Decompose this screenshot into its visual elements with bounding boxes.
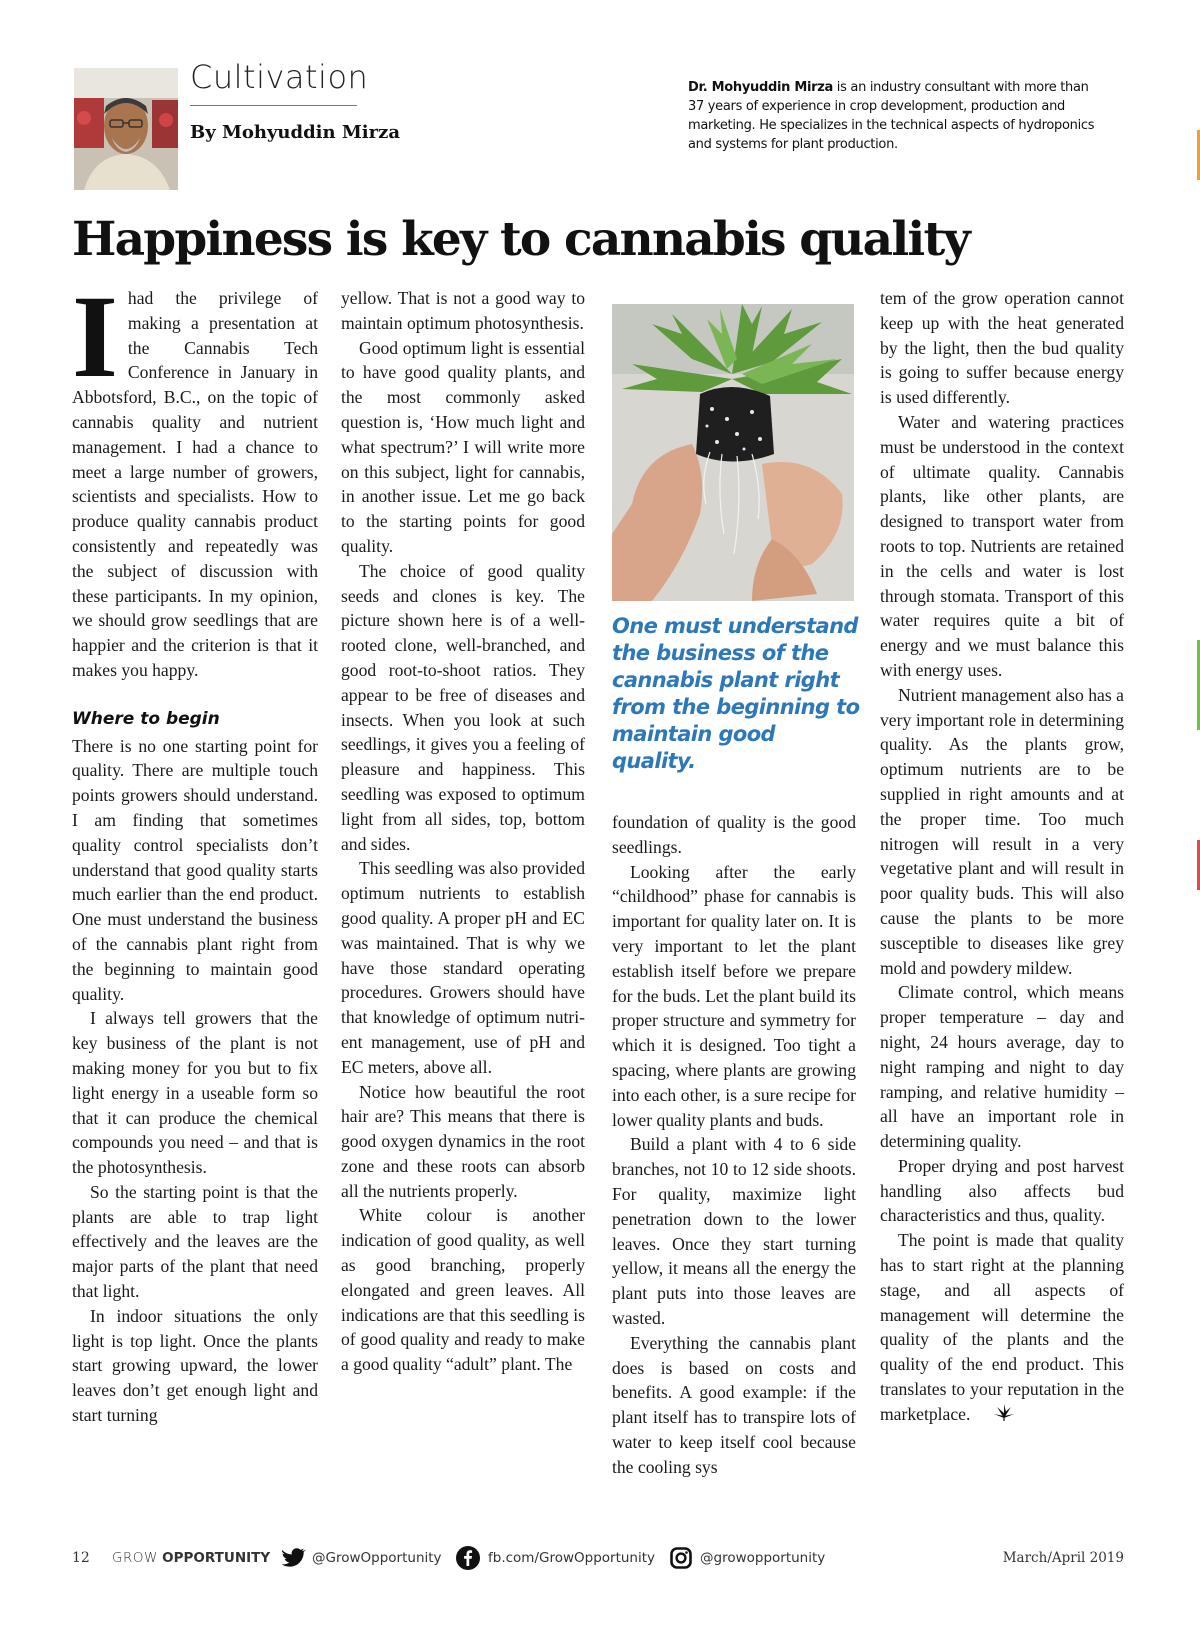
article-column-3 [612, 810, 856, 1480]
instagram-icon [670, 1547, 692, 1569]
brand-logo [112, 1545, 270, 1571]
paragraph [880, 1228, 1124, 1428]
paragraph: Notice how beautiful the root hair are? This means that there is good oxygen dynamics in the root zone and these roots can absorb all the nutrients properly. [341, 1081, 585, 1201]
paragraph: Build a plant with 4 to 6 side branches, not 10 to 12 side shoots. For quality, maximize light penetration down to the lower leaves. Once they start turning yellow, it means all the energy the plant puts into those leaves are wasted. [612, 1134, 856, 1328]
paragraph: Climate control, which means proper temperature – day and night, 24 hours average, day to night ramping and night to day ramping, and relative humidity – all have an important role in determining quality. [880, 982, 1124, 1152]
subhead-where-to-begin: Where to begin [72, 708, 220, 729]
seedling-photo [612, 304, 854, 601]
closing-paragraph-text: The point is made that quality has to start right at the planning stage, and all aspects of management will determine the quality of the plants and the quality of the end product. This translates to your reputation in the marketplace. [880, 1230, 1124, 1424]
pull-quote: One must understand the business of the cannabis plant right from the beginning to maintain good quality. [612, 614, 860, 773]
page-footer [72, 1545, 1124, 1571]
paragraph: In indoor situations the only light is top light. Once the plants start growing upward, the lower leaves don’t get enough light and start turning [72, 1305, 318, 1426]
issue-date: March/April 2019 [1002, 1550, 1124, 1566]
paragraph: Everything the cannabis plant does is based on costs and benefits. A good example: if the plant itself has to transpire lots of water to keep itself cool because the cooling sys [612, 1332, 856, 1477]
brand-opportunity: OPPORTUNITY [162, 1550, 271, 1566]
facebook-icon [456, 1546, 480, 1570]
paragraph: Good optimum light is essential to have good quality plants, and the most commonly asked question is, ‘How much light and what spectrum?’ I will write more on this subject, light for cannabis, in another issue. Let me go back to the starting points for good quality. [341, 337, 585, 556]
brand-grow: GROW [112, 1550, 158, 1566]
section-rule [190, 105, 357, 106]
paragraph: White colour is another indication of good quality, as well as good branching, properly elongated and green leaves. All indications are that this seedling is of good quality and ready to make a good quality “adult” plant. The [341, 1205, 585, 1375]
article-column-1 [72, 271, 318, 1428]
paragraph: Nutrient management also has a very important role in determining quality. As the plants grow, optimum nutrients are to be supplied in right amounts and at the proper time. Too much nitrogen will result in a very vegetative plant and will result in poor quality buds. This will also cause the plants to be more susceptible to diseases like grey mold and powdery mildew. [880, 684, 1124, 978]
paragraph: tem of the grow operation cannot keep up with the heat generated by the light, then the bud quality is going to suffer because energy is used differently. [880, 288, 1124, 408]
facebook-link[interactable] [456, 1545, 655, 1571]
facebook-url: fb.com/GrowOpportunity [488, 1550, 656, 1566]
paragraph: So the starting point is that the plants are able to trap light effectively and the leaves are the major parts of the plant that need that light. [72, 1181, 318, 1302]
author-bio-text: is an industry consultant with more than 37 years of experience in crop development, production and marketing. He specializes in the technical aspects of hydroponics and systems for plant production. [688, 80, 1095, 152]
page-number: 12 [72, 1550, 90, 1566]
article-column-2 [341, 286, 585, 1377]
paragraph: The choice of good quality seeds and clones is key. The picture shown here is of a well-rooted clone, well-branched, and good root-to-shoot ratios. They appear to be free of diseases and insects. When you look at such seedlings, it gives you a feeling of pleasure and happiness. This seedling was exposed to optimum light from all sides, top, bottom and sides. [341, 560, 585, 854]
paragraph: This seedling was also provided optimum nutrients to establish good quality. A proper pH and EC was maintained. That is why we have those standard operating procedures. Growers should have that knowledge of optimum nutrient management, use of pH and EC meters, above all. [341, 858, 585, 1077]
author-bio [688, 78, 1108, 154]
paragraph: I always tell growers that the key business of the plant is not making money for you but to fix light energy in a useable form so that it can produce the chemical compounds you need – and that is the photosynthesis. [72, 1008, 318, 1178]
paragraph: Water and watering practices must be understood in the context of ultimate quality. Cannabis plants, like other plants, are designed to transport water from roots to top. Nutrients are retained in the cells and water is lost through stomata. Transport of this water requires quite a bit of energy and we must balance this with energy uses. [880, 411, 1124, 680]
twitter-link[interactable] [282, 1545, 442, 1571]
article-column-4 [880, 286, 1124, 1428]
paragraph: Looking after the early “childhood” phase for cannabis is important for quality later on. It is very important to let the plant establish itself before we prepare for the buds. Let the plant build its proper structure and symmetry for which it is designed. Too tight a spacing, where plants are growing into each other, is a sure recipe for lower quality plants and buds. [612, 861, 856, 1130]
paragraph: Proper drying and post harvest handling also affects bud characteristics and thus, quality. [880, 1155, 1124, 1226]
instagram-link[interactable] [670, 1545, 825, 1571]
twitter-icon [282, 1548, 306, 1568]
author-photo [74, 68, 178, 190]
twitter-handle: @GrowOpportunity [312, 1550, 442, 1566]
drop-cap: I [72, 271, 118, 402]
section-label: Cultivation [190, 58, 369, 96]
paragraph: There is no one starting point for quality. There are multiple touch points growers should understand. I am finding that sometimes quality control specialists don’t understand that good quality starts much earlier than the end product. One must understand the business of the cannabis plant right from the beginning to maintain good quality. [72, 735, 318, 1004]
byline: By Mohyuddin Mirza [190, 122, 400, 143]
author-bio-name: Dr. Mohyuddin Mirza [688, 80, 833, 95]
cannabis-leaf-icon [976, 1403, 1014, 1428]
headline: Happiness is key to cannabis quality [72, 212, 969, 267]
paragraph: had the privilege of making a presentation at the Cannabis Tech Conference in January in Abbotsford, B.C., on the topic of cannabis quality and nutrient management. I had a chance to meet a large number of growers, scientists and specialists. How to produce quality cannabis product consistently and repeatedly was the subject of discussion with these participants. In my opinion, we should grow seedlings that are happier and the criterion is that it makes you happy. [72, 288, 318, 680]
paragraph: yellow. That is not a good way to maintain optimum photosynthesis. [341, 288, 585, 333]
paragraph: foundation of quality is the good seedlings. [612, 812, 856, 857]
instagram-handle: @growopportunity [700, 1550, 826, 1566]
